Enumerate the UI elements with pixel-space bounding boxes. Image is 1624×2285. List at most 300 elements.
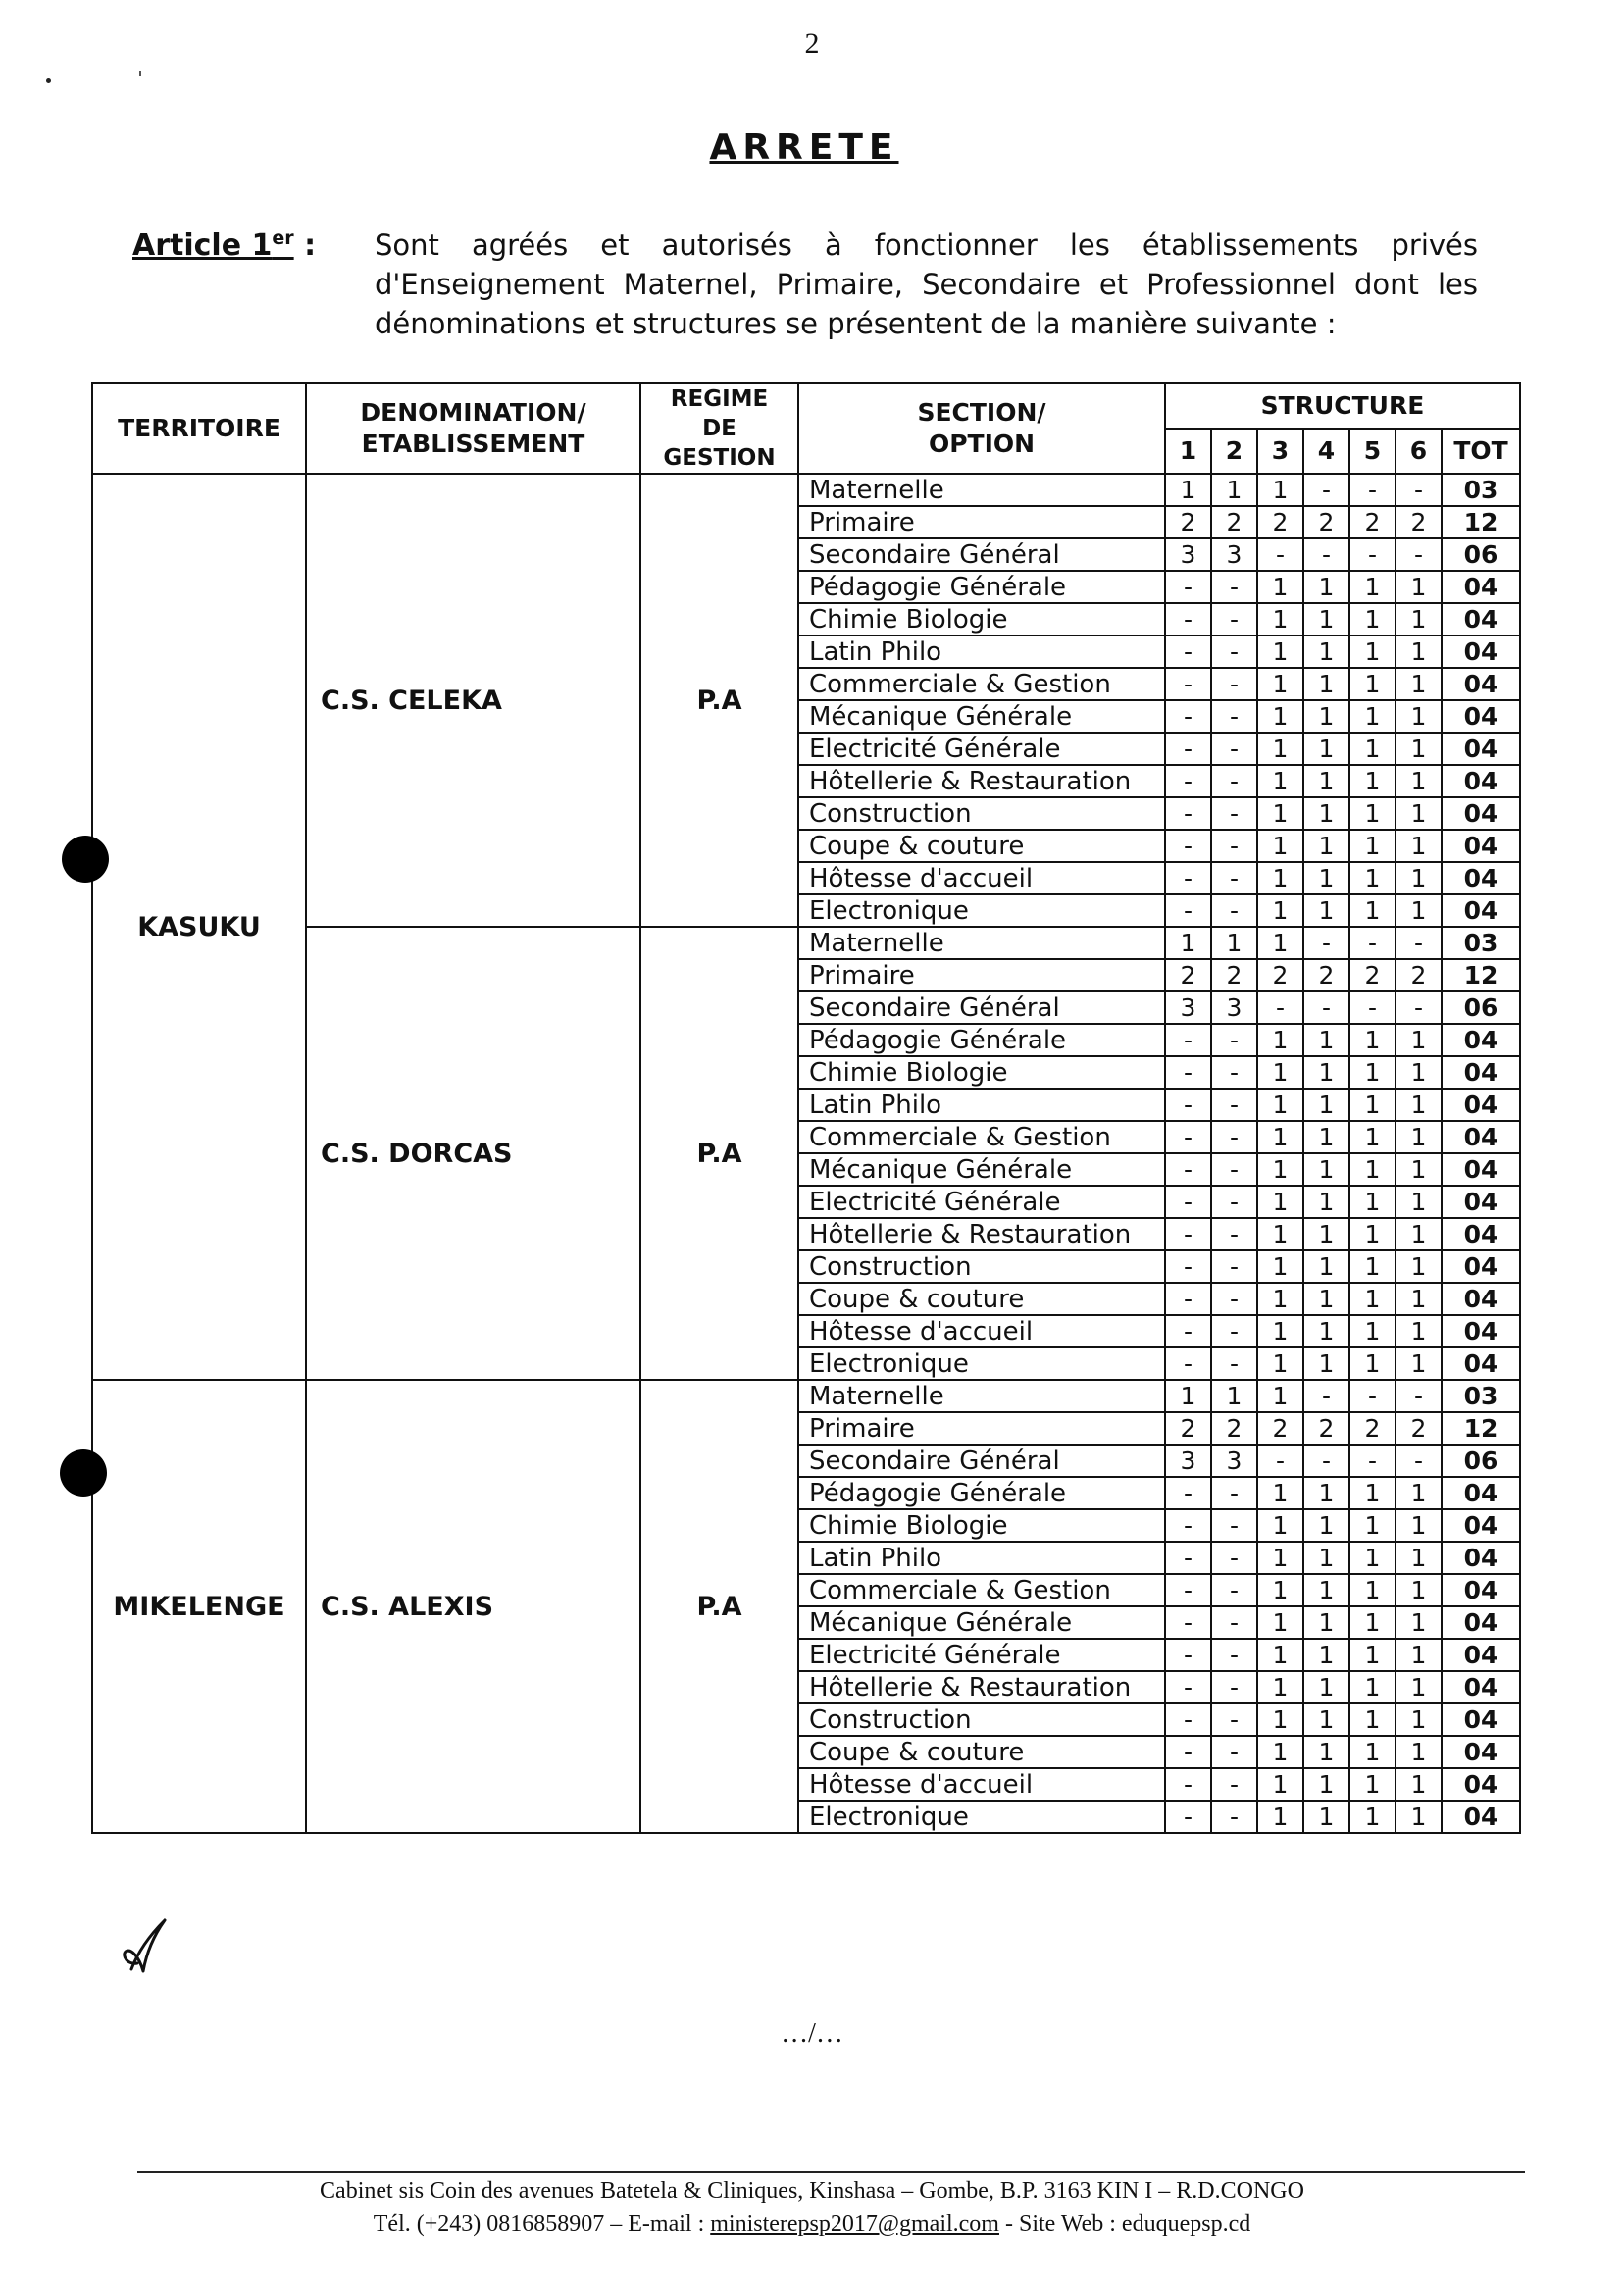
structure-year-6-cell: 1 bbox=[1396, 1768, 1442, 1801]
header-year-3: 3 bbox=[1257, 429, 1303, 474]
structure-year-4-cell: 1 bbox=[1303, 765, 1349, 797]
structure-year-3-cell: 1 bbox=[1257, 1768, 1303, 1801]
header-regime bbox=[640, 383, 798, 474]
structure-year-6-cell: 1 bbox=[1396, 1509, 1442, 1542]
total-cell: 04 bbox=[1442, 1639, 1520, 1671]
option-cell: Pédagogie Générale bbox=[798, 571, 1165, 603]
structure-year-1-cell: 1 bbox=[1165, 1380, 1211, 1412]
structure-year-4-cell: 1 bbox=[1303, 700, 1349, 733]
structure-year-2-cell: - bbox=[1211, 1089, 1257, 1121]
structure-year-2-cell: - bbox=[1211, 1056, 1257, 1089]
structure-year-6-cell: - bbox=[1396, 927, 1442, 959]
structure-year-1-cell: - bbox=[1165, 862, 1211, 894]
structure-year-6-cell: 1 bbox=[1396, 1186, 1442, 1218]
structure-year-5-cell: 2 bbox=[1349, 506, 1396, 538]
structure-year-6-cell: 1 bbox=[1396, 700, 1442, 733]
structure-year-6-cell: 1 bbox=[1396, 1703, 1442, 1736]
structure-year-6-cell: 2 bbox=[1396, 959, 1442, 991]
structure-year-5-cell: 1 bbox=[1349, 797, 1396, 830]
structure-year-3-cell: 1 bbox=[1257, 830, 1303, 862]
structure-year-1-cell: - bbox=[1165, 1606, 1211, 1639]
header-regime-line: DE bbox=[702, 416, 736, 441]
total-cell: 04 bbox=[1442, 1574, 1520, 1606]
structure-year-4-cell: 1 bbox=[1303, 1509, 1349, 1542]
structure-year-6-cell: 1 bbox=[1396, 1250, 1442, 1283]
structure-year-5-cell: 1 bbox=[1349, 1056, 1396, 1089]
header-territoire-text: TERRITOIRE bbox=[118, 414, 280, 442]
structure-year-4-cell: - bbox=[1303, 538, 1349, 571]
header-year-2: 2 bbox=[1211, 429, 1257, 474]
structure-year-5-cell: - bbox=[1349, 991, 1396, 1024]
structure-year-5-cell: 1 bbox=[1349, 1801, 1396, 1833]
structure-year-2-cell: - bbox=[1211, 1347, 1257, 1380]
footer-address: Cabinet sis Coin des avenues Batetela & Cliniques, Kinshasa – Gombe, B.P. 3163 KIN I – R.D.CONGO bbox=[320, 2178, 1304, 2204]
structure-year-5-cell: 1 bbox=[1349, 830, 1396, 862]
total-cell: 04 bbox=[1442, 1153, 1520, 1186]
structure-year-5-cell: 1 bbox=[1349, 1218, 1396, 1250]
footer bbox=[0, 2174, 1624, 2241]
structure-year-4-cell: 1 bbox=[1303, 1768, 1349, 1801]
structure-year-1-cell: - bbox=[1165, 571, 1211, 603]
structure-year-2-cell: - bbox=[1211, 700, 1257, 733]
structure-year-6-cell: - bbox=[1396, 474, 1442, 506]
option-cell: Hôtellerie & Restauration bbox=[798, 1218, 1165, 1250]
total-cell: 03 bbox=[1442, 927, 1520, 959]
option-cell: Hôtellerie & Restauration bbox=[798, 1671, 1165, 1703]
total-cell: 12 bbox=[1442, 959, 1520, 991]
structure-year-5-cell: 1 bbox=[1349, 1347, 1396, 1380]
structure-year-2-cell: - bbox=[1211, 1768, 1257, 1801]
table-row bbox=[92, 474, 1520, 506]
structure-year-2-cell: - bbox=[1211, 1121, 1257, 1153]
structure-year-2-cell: - bbox=[1211, 1186, 1257, 1218]
structure-year-2-cell: 3 bbox=[1211, 538, 1257, 571]
option-cell: Mécanique Générale bbox=[798, 700, 1165, 733]
option-cell: Maternelle bbox=[798, 474, 1165, 506]
structure-year-1-cell: - bbox=[1165, 1574, 1211, 1606]
structure-year-4-cell: 1 bbox=[1303, 1542, 1349, 1574]
structure-year-5-cell: 1 bbox=[1349, 1315, 1396, 1347]
structure-year-4-cell: 1 bbox=[1303, 1153, 1349, 1186]
option-cell: Electricité Générale bbox=[798, 733, 1165, 765]
territory-cell: KASUKU bbox=[92, 474, 306, 1380]
structure-year-5-cell: 1 bbox=[1349, 1736, 1396, 1768]
header-regime-line: GESTION bbox=[663, 445, 776, 471]
structure-year-4-cell: 2 bbox=[1303, 959, 1349, 991]
option-cell: Electronique bbox=[798, 894, 1165, 927]
total-cell: 04 bbox=[1442, 1542, 1520, 1574]
structure-year-6-cell: 1 bbox=[1396, 797, 1442, 830]
total-cell: 03 bbox=[1442, 1380, 1520, 1412]
structure-year-3-cell: 1 bbox=[1257, 635, 1303, 668]
structure-year-6-cell: 2 bbox=[1396, 506, 1442, 538]
structure-year-6-cell: 1 bbox=[1396, 1056, 1442, 1089]
structure-year-1-cell: - bbox=[1165, 635, 1211, 668]
structure-year-1-cell: - bbox=[1165, 1477, 1211, 1509]
total-cell: 04 bbox=[1442, 603, 1520, 635]
total-cell: 04 bbox=[1442, 1509, 1520, 1542]
option-cell: Secondaire Général bbox=[798, 991, 1165, 1024]
structure-year-3-cell: - bbox=[1257, 991, 1303, 1024]
structure-year-5-cell: - bbox=[1349, 474, 1396, 506]
structure-year-1-cell: - bbox=[1165, 1703, 1211, 1736]
structure-year-6-cell: 1 bbox=[1396, 733, 1442, 765]
structure-year-2-cell: - bbox=[1211, 1218, 1257, 1250]
structure-year-5-cell: 1 bbox=[1349, 1089, 1396, 1121]
structure-year-6-cell: 1 bbox=[1396, 1736, 1442, 1768]
header-section-line: OPTION bbox=[928, 430, 1036, 458]
structure-year-5-cell: - bbox=[1349, 1380, 1396, 1412]
option-cell: Coupe & couture bbox=[798, 1736, 1165, 1768]
structure-year-6-cell: 1 bbox=[1396, 571, 1442, 603]
option-cell: Construction bbox=[798, 1250, 1165, 1283]
structure-year-5-cell: 1 bbox=[1349, 765, 1396, 797]
structure-year-3-cell: 1 bbox=[1257, 765, 1303, 797]
total-cell: 04 bbox=[1442, 1477, 1520, 1509]
structure-year-5-cell: 1 bbox=[1349, 1121, 1396, 1153]
structure-year-5-cell: 1 bbox=[1349, 1671, 1396, 1703]
punch-hole bbox=[60, 1449, 107, 1497]
structure-year-1-cell: - bbox=[1165, 1186, 1211, 1218]
structure-year-1-cell: - bbox=[1165, 1639, 1211, 1671]
structure-year-6-cell: 1 bbox=[1396, 830, 1442, 862]
total-cell: 04 bbox=[1442, 1671, 1520, 1703]
structure-year-2-cell: - bbox=[1211, 668, 1257, 700]
total-cell: 04 bbox=[1442, 1801, 1520, 1833]
structure-year-1-cell: 2 bbox=[1165, 1412, 1211, 1445]
structure-year-4-cell: 1 bbox=[1303, 830, 1349, 862]
structure-year-1-cell: - bbox=[1165, 1509, 1211, 1542]
structure-year-3-cell: - bbox=[1257, 1445, 1303, 1477]
structure-year-5-cell: 1 bbox=[1349, 1509, 1396, 1542]
structure-year-4-cell: 1 bbox=[1303, 1186, 1349, 1218]
structure-year-5-cell: 1 bbox=[1349, 635, 1396, 668]
structure-year-2-cell: - bbox=[1211, 1703, 1257, 1736]
page-number: 2 bbox=[804, 27, 820, 60]
structure-year-6-cell: 1 bbox=[1396, 635, 1442, 668]
structure-year-5-cell: 1 bbox=[1349, 862, 1396, 894]
structure-year-6-cell: 1 bbox=[1396, 1671, 1442, 1703]
option-cell: Construction bbox=[798, 1703, 1165, 1736]
structure-year-6-cell: 1 bbox=[1396, 1218, 1442, 1250]
structure-year-4-cell: 1 bbox=[1303, 1574, 1349, 1606]
structure-year-6-cell: 1 bbox=[1396, 1801, 1442, 1833]
total-cell: 12 bbox=[1442, 1412, 1520, 1445]
structure-year-4-cell: 1 bbox=[1303, 1703, 1349, 1736]
structure-year-2-cell: - bbox=[1211, 894, 1257, 927]
footer-contact bbox=[0, 2208, 1624, 2241]
continuation-mark: …/… bbox=[781, 2018, 843, 2049]
structure-year-1-cell: - bbox=[1165, 1347, 1211, 1380]
option-cell: Pédagogie Générale bbox=[798, 1024, 1165, 1056]
header-year-4: 4 bbox=[1303, 429, 1349, 474]
structure-year-6-cell: - bbox=[1396, 538, 1442, 571]
structure-year-5-cell: 1 bbox=[1349, 1606, 1396, 1639]
footer-website: - Site Web : eduquepsp.cd bbox=[998, 2211, 1251, 2237]
structure-year-4-cell: 1 bbox=[1303, 603, 1349, 635]
structure-year-1-cell: 3 bbox=[1165, 1445, 1211, 1477]
structure-year-4-cell: - bbox=[1303, 474, 1349, 506]
structure-year-5-cell: 1 bbox=[1349, 1477, 1396, 1509]
structure-year-4-cell: 1 bbox=[1303, 1736, 1349, 1768]
scan-speck bbox=[46, 78, 51, 83]
structure-year-1-cell: - bbox=[1165, 1153, 1211, 1186]
structure-year-6-cell: 1 bbox=[1396, 1477, 1442, 1509]
structure-year-3-cell: 1 bbox=[1257, 1801, 1303, 1833]
structure-year-4-cell: 2 bbox=[1303, 506, 1349, 538]
total-cell: 04 bbox=[1442, 1089, 1520, 1121]
structure-year-1-cell: - bbox=[1165, 1121, 1211, 1153]
structure-year-1-cell: - bbox=[1165, 1250, 1211, 1283]
structure-year-3-cell: 1 bbox=[1257, 1315, 1303, 1347]
structure-year-4-cell: 1 bbox=[1303, 1283, 1349, 1315]
option-cell: Chimie Biologie bbox=[798, 603, 1165, 635]
structure-year-6-cell: - bbox=[1396, 1445, 1442, 1477]
structure-year-1-cell: - bbox=[1165, 1801, 1211, 1833]
structure-year-3-cell: 1 bbox=[1257, 1347, 1303, 1380]
structure-year-3-cell: 1 bbox=[1257, 1606, 1303, 1639]
structure-year-6-cell: 1 bbox=[1396, 1024, 1442, 1056]
structure-year-2-cell: - bbox=[1211, 1606, 1257, 1639]
option-cell: Hôtesse d'accueil bbox=[798, 1315, 1165, 1347]
structure-year-2-cell: - bbox=[1211, 765, 1257, 797]
structure-year-3-cell: 1 bbox=[1257, 474, 1303, 506]
option-cell: Pédagogie Générale bbox=[798, 1477, 1165, 1509]
structure-year-5-cell: 1 bbox=[1349, 1153, 1396, 1186]
structure-year-3-cell: 1 bbox=[1257, 603, 1303, 635]
structure-year-4-cell: 1 bbox=[1303, 1639, 1349, 1671]
structure-year-4-cell: 1 bbox=[1303, 1089, 1349, 1121]
header-territoire bbox=[92, 383, 306, 474]
structure-year-1-cell: - bbox=[1165, 1542, 1211, 1574]
structure-year-5-cell: 1 bbox=[1349, 1024, 1396, 1056]
structure-year-4-cell: 1 bbox=[1303, 1801, 1349, 1833]
total-cell: 04 bbox=[1442, 1056, 1520, 1089]
option-cell: Construction bbox=[798, 797, 1165, 830]
structure-year-4-cell: 1 bbox=[1303, 894, 1349, 927]
header-year-5: 5 bbox=[1349, 429, 1396, 474]
total-cell: 04 bbox=[1442, 1768, 1520, 1801]
footer-email-link[interactable]: ministerepsp2017@gmail.com bbox=[710, 2211, 999, 2237]
structure-year-6-cell: 1 bbox=[1396, 1574, 1442, 1606]
structure-year-3-cell: 2 bbox=[1257, 959, 1303, 991]
structure-year-3-cell: 1 bbox=[1257, 1186, 1303, 1218]
table-body bbox=[92, 474, 1520, 1833]
structure-year-1-cell: 1 bbox=[1165, 927, 1211, 959]
total-cell: 04 bbox=[1442, 668, 1520, 700]
structure-year-1-cell: - bbox=[1165, 1283, 1211, 1315]
structure-year-2-cell: - bbox=[1211, 1477, 1257, 1509]
structure-year-2-cell: - bbox=[1211, 1283, 1257, 1315]
structure-year-3-cell: 1 bbox=[1257, 797, 1303, 830]
structure-year-1-cell: - bbox=[1165, 1736, 1211, 1768]
structure-year-2-cell: - bbox=[1211, 1153, 1257, 1186]
header-year-1: 1 bbox=[1165, 429, 1211, 474]
structure-year-2-cell: - bbox=[1211, 1509, 1257, 1542]
structure-year-6-cell: - bbox=[1396, 1380, 1442, 1412]
header-denomination-line: ETABLISSEMENT bbox=[361, 430, 585, 458]
structure-year-1-cell: 2 bbox=[1165, 506, 1211, 538]
structure-year-2-cell: - bbox=[1211, 733, 1257, 765]
option-cell: Electricité Générale bbox=[798, 1639, 1165, 1671]
header-denomination bbox=[306, 383, 640, 474]
structure-year-6-cell: 1 bbox=[1396, 1347, 1442, 1380]
structure-year-4-cell: - bbox=[1303, 927, 1349, 959]
structure-year-4-cell: 1 bbox=[1303, 1347, 1349, 1380]
total-cell: 06 bbox=[1442, 991, 1520, 1024]
structure-year-6-cell: 1 bbox=[1396, 603, 1442, 635]
structure-year-3-cell: 1 bbox=[1257, 1509, 1303, 1542]
structure-year-5-cell: 1 bbox=[1349, 894, 1396, 927]
structure-year-5-cell: - bbox=[1349, 1445, 1396, 1477]
structure-year-4-cell: 1 bbox=[1303, 635, 1349, 668]
structure-year-3-cell: 1 bbox=[1257, 1089, 1303, 1121]
school-name-cell: C.S. CELEKA bbox=[306, 474, 640, 927]
option-cell: Electricité Générale bbox=[798, 1186, 1165, 1218]
structure-year-4-cell: 1 bbox=[1303, 1477, 1349, 1509]
article-colon: : bbox=[293, 228, 317, 263]
header-denomination-line: DENOMINATION/ bbox=[360, 398, 586, 427]
structure-year-3-cell: 1 bbox=[1257, 1218, 1303, 1250]
structure-year-4-cell: 1 bbox=[1303, 1121, 1349, 1153]
total-cell: 04 bbox=[1442, 1347, 1520, 1380]
structure-year-2-cell: - bbox=[1211, 1801, 1257, 1833]
structure-year-4-cell: 1 bbox=[1303, 1315, 1349, 1347]
structure-year-1-cell: 3 bbox=[1165, 538, 1211, 571]
structure-year-3-cell: 1 bbox=[1257, 700, 1303, 733]
structure-year-3-cell: 1 bbox=[1257, 571, 1303, 603]
structure-year-6-cell: 1 bbox=[1396, 765, 1442, 797]
structure-year-3-cell: 1 bbox=[1257, 1736, 1303, 1768]
structure-year-6-cell: 2 bbox=[1396, 1412, 1442, 1445]
structure-year-1-cell: - bbox=[1165, 733, 1211, 765]
option-cell: Maternelle bbox=[798, 1380, 1165, 1412]
total-cell: 06 bbox=[1442, 1445, 1520, 1477]
structure-year-1-cell: - bbox=[1165, 830, 1211, 862]
structure-year-4-cell: 1 bbox=[1303, 1250, 1349, 1283]
structure-year-4-cell: 1 bbox=[1303, 1056, 1349, 1089]
header-structure: STRUCTURE bbox=[1165, 383, 1520, 429]
structure-year-5-cell: 1 bbox=[1349, 700, 1396, 733]
article-superscript: er bbox=[272, 228, 294, 249]
school-name-cell: C.S. DORCAS bbox=[306, 927, 640, 1380]
structure-year-5-cell: 1 bbox=[1349, 1768, 1396, 1801]
header-section-line: SECTION/ bbox=[917, 398, 1046, 427]
structure-year-5-cell: - bbox=[1349, 538, 1396, 571]
structure-year-4-cell: - bbox=[1303, 1445, 1349, 1477]
total-cell: 04 bbox=[1442, 1703, 1520, 1736]
header-regime-line: REGIME bbox=[670, 386, 769, 412]
structure-year-2-cell: - bbox=[1211, 1024, 1257, 1056]
option-cell: Latin Philo bbox=[798, 1089, 1165, 1121]
structure-year-1-cell: - bbox=[1165, 668, 1211, 700]
option-cell: Hôtellerie & Restauration bbox=[798, 765, 1165, 797]
total-cell: 04 bbox=[1442, 797, 1520, 830]
territory-cell: MIKELENGE bbox=[92, 1380, 306, 1833]
option-cell: Commerciale & Gestion bbox=[798, 668, 1165, 700]
structure-year-3-cell: 1 bbox=[1257, 894, 1303, 927]
structure-year-2-cell: - bbox=[1211, 862, 1257, 894]
footer-divider bbox=[137, 2171, 1525, 2173]
footer-phone: Tél. (+243) 0816858907 – E-mail : bbox=[373, 2211, 711, 2237]
structure-year-2-cell: - bbox=[1211, 1639, 1257, 1671]
structure-year-5-cell: 1 bbox=[1349, 571, 1396, 603]
structure-year-6-cell: 1 bbox=[1396, 1639, 1442, 1671]
structure-year-1-cell: - bbox=[1165, 765, 1211, 797]
structure-year-2-cell: - bbox=[1211, 797, 1257, 830]
option-cell: Mécanique Générale bbox=[798, 1153, 1165, 1186]
total-cell: 04 bbox=[1442, 1736, 1520, 1768]
structure-year-2-cell: 1 bbox=[1211, 1380, 1257, 1412]
structure-year-5-cell: 1 bbox=[1349, 1186, 1396, 1218]
structure-year-6-cell: 1 bbox=[1396, 1606, 1442, 1639]
total-cell: 04 bbox=[1442, 1121, 1520, 1153]
structure-year-6-cell: 1 bbox=[1396, 1283, 1442, 1315]
option-cell: Mécanique Générale bbox=[798, 1606, 1165, 1639]
total-cell: 04 bbox=[1442, 765, 1520, 797]
punch-hole bbox=[62, 836, 109, 883]
structure-year-1-cell: - bbox=[1165, 1671, 1211, 1703]
structure-year-2-cell: 3 bbox=[1211, 991, 1257, 1024]
structure-year-6-cell: 1 bbox=[1396, 862, 1442, 894]
structure-year-2-cell: - bbox=[1211, 603, 1257, 635]
total-cell: 04 bbox=[1442, 1283, 1520, 1315]
structure-year-1-cell: 2 bbox=[1165, 959, 1211, 991]
structure-year-6-cell: 1 bbox=[1396, 1315, 1442, 1347]
structure-year-4-cell: - bbox=[1303, 1380, 1349, 1412]
document-title: ARRETE bbox=[709, 127, 899, 168]
total-cell: 04 bbox=[1442, 1250, 1520, 1283]
total-cell: 04 bbox=[1442, 1218, 1520, 1250]
option-cell: Chimie Biologie bbox=[798, 1509, 1165, 1542]
total-cell: 04 bbox=[1442, 1024, 1520, 1056]
structure-year-5-cell: 1 bbox=[1349, 668, 1396, 700]
header-year-6: 6 bbox=[1396, 429, 1442, 474]
structure-year-5-cell: - bbox=[1349, 927, 1396, 959]
structure-year-5-cell: 2 bbox=[1349, 1412, 1396, 1445]
option-cell: Chimie Biologie bbox=[798, 1056, 1165, 1089]
structure-year-3-cell: 2 bbox=[1257, 506, 1303, 538]
option-cell: Latin Philo bbox=[798, 1542, 1165, 1574]
structure-year-3-cell: 1 bbox=[1257, 1250, 1303, 1283]
total-cell: 04 bbox=[1442, 571, 1520, 603]
option-cell: Primaire bbox=[798, 959, 1165, 991]
structure-year-1-cell: - bbox=[1165, 1768, 1211, 1801]
structure-year-2-cell: 2 bbox=[1211, 506, 1257, 538]
structure-year-3-cell: 1 bbox=[1257, 1671, 1303, 1703]
structure-year-4-cell: 1 bbox=[1303, 668, 1349, 700]
structure-year-1-cell: 1 bbox=[1165, 474, 1211, 506]
structure-year-5-cell: 1 bbox=[1349, 603, 1396, 635]
structure-year-3-cell: 1 bbox=[1257, 668, 1303, 700]
table-row bbox=[92, 927, 1520, 959]
structure-year-2-cell: - bbox=[1211, 1542, 1257, 1574]
structure-year-4-cell: 1 bbox=[1303, 1024, 1349, 1056]
structure-year-3-cell: 1 bbox=[1257, 862, 1303, 894]
total-cell: 06 bbox=[1442, 538, 1520, 571]
structure-year-5-cell: 1 bbox=[1349, 1542, 1396, 1574]
structure-year-3-cell: 2 bbox=[1257, 1412, 1303, 1445]
header-section bbox=[798, 383, 1165, 474]
total-cell: 04 bbox=[1442, 700, 1520, 733]
structure-year-3-cell: 1 bbox=[1257, 927, 1303, 959]
structure-year-5-cell: 1 bbox=[1349, 1639, 1396, 1671]
regime-cell: P.A bbox=[640, 474, 798, 927]
structure-year-3-cell: 1 bbox=[1257, 1121, 1303, 1153]
structure-year-4-cell: - bbox=[1303, 991, 1349, 1024]
structure-year-2-cell: 1 bbox=[1211, 474, 1257, 506]
structure-year-1-cell: - bbox=[1165, 1024, 1211, 1056]
